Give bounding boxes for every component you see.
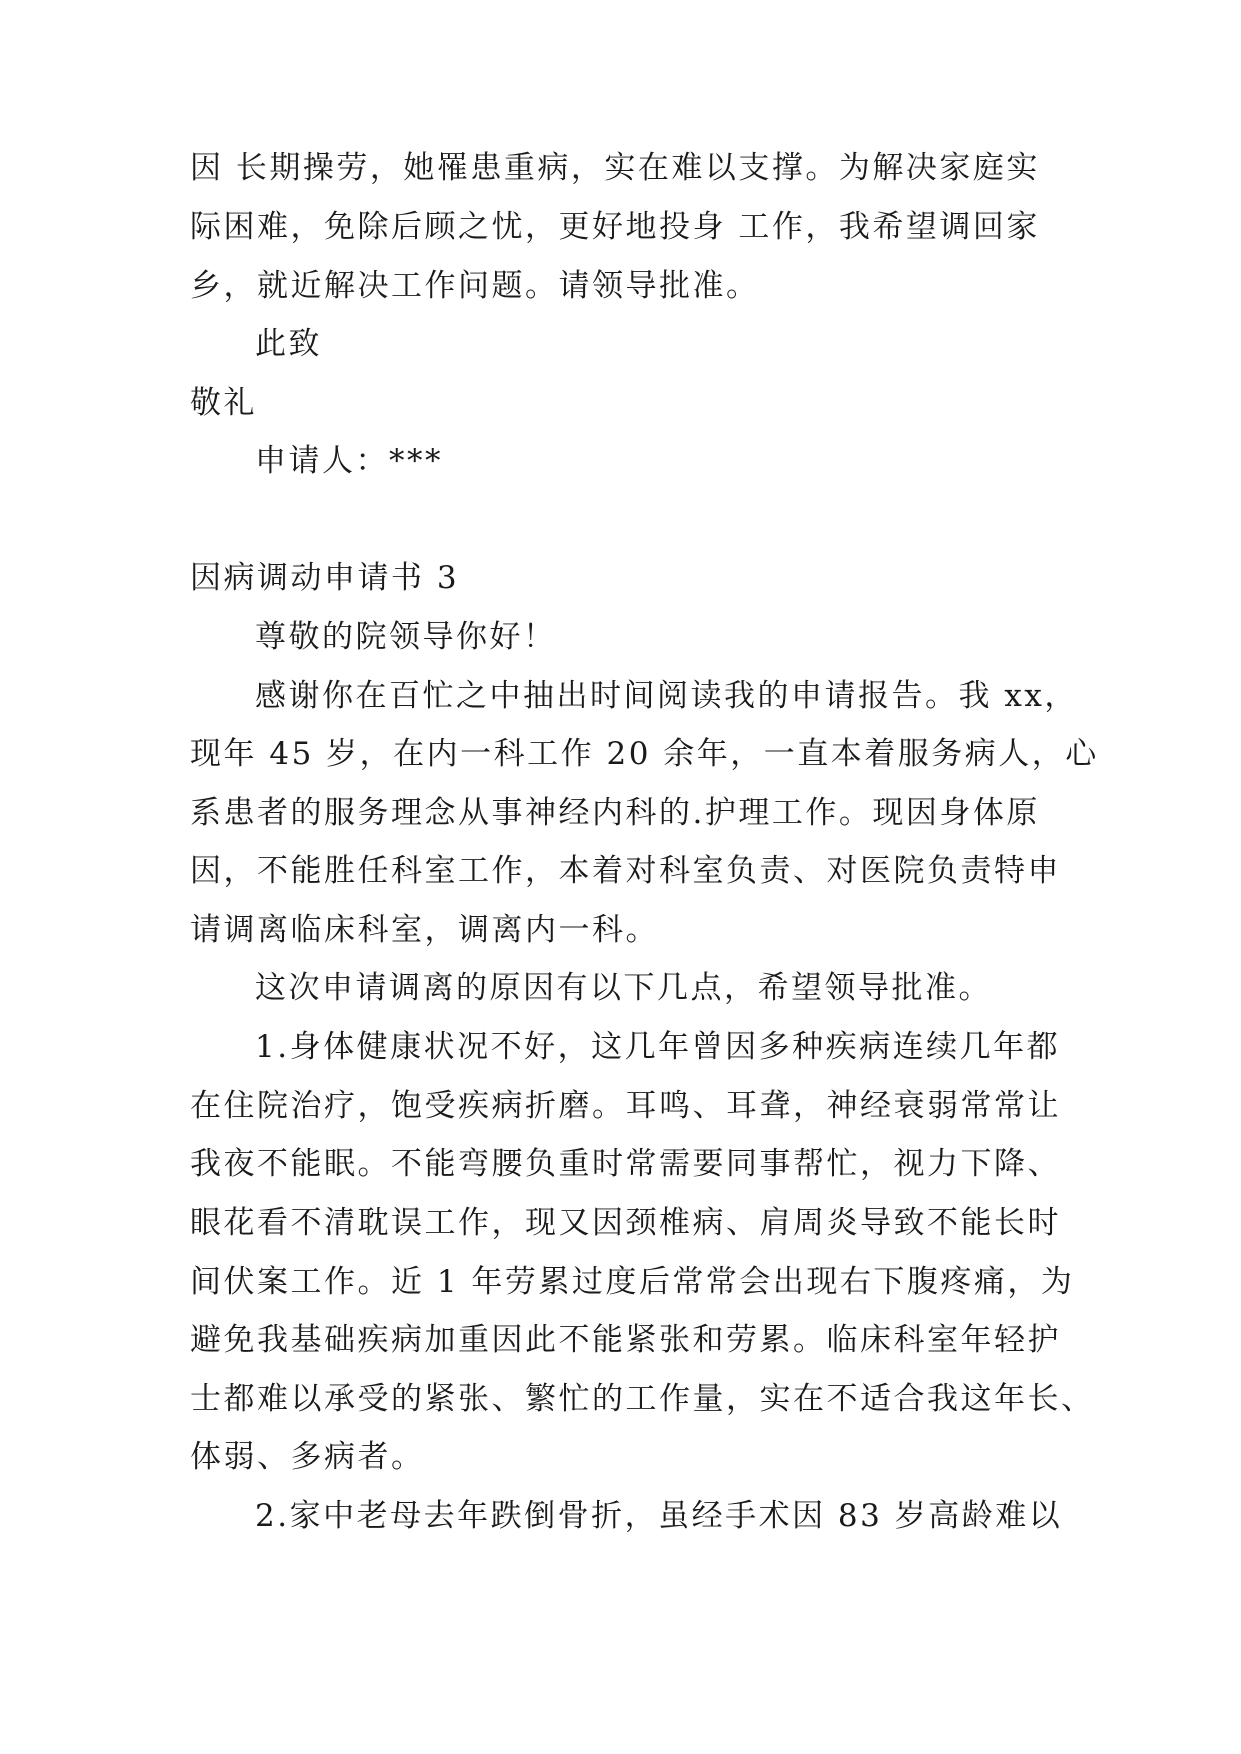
text-line: 避免我基础疾病加重因此不能紧张和劳累。临床科室年轻护 bbox=[190, 1322, 1061, 1358]
closing-salutation: 此致 bbox=[255, 326, 322, 362]
text-line: 请调离临床科室，调离内一科。 bbox=[190, 912, 659, 948]
greeting: 尊敬的院领导你好！ bbox=[255, 619, 557, 655]
text-line: 2.家中老母去年跌倒骨折，虽经手术因 83 岁高龄难以 bbox=[255, 1498, 1063, 1534]
text-line: 在住院治疗，饱受疾病折磨。耳鸣、耳聋，神经衰弱常常让 bbox=[190, 1088, 1061, 1124]
text-line: 1.身体健康状况不好，这几年曾因多种疾病连续几年都 bbox=[255, 1029, 1061, 1065]
closing-regards: 敬礼 bbox=[190, 385, 257, 421]
text-line: 系患者的服务理念从事神经内科的.护理工作。现因身体原 bbox=[190, 795, 1040, 831]
text-line: 际困难，免除后顾之忧，更好地投身 工作，我希望调回家 bbox=[190, 209, 1040, 245]
text-line: 间伏案工作。近 1 年劳累过度后常常会出现右下腹疼痛，为 bbox=[190, 1264, 1075, 1300]
section-title: 因病调动申请书 3 bbox=[190, 560, 460, 596]
text-line: 乡，就近解决工作问题。请领导批准。 bbox=[190, 268, 760, 304]
text-line: 现年 45 岁，在内一科工作 20 余年，一直本着服务病人，心 bbox=[190, 736, 1099, 772]
applicant-signature: 申请人：*** bbox=[255, 443, 443, 479]
text-line: 因，不能胜任科室工作，本着对科室负责、对医院负责特申 bbox=[190, 853, 1061, 889]
text-line: 体弱、多病者。 bbox=[190, 1439, 425, 1475]
text-line: 这次申请调离的原因有以下几点，希望领导批准。 bbox=[255, 970, 992, 1006]
text-line: 感谢你在百忙之中抽出时间阅读我的申请报告。我 xx， bbox=[255, 678, 1078, 714]
text-line: 我夜不能眠。不能弯腰负重时常需要同事帮忙，视力下降、 bbox=[190, 1146, 1061, 1182]
text-line: 眼花看不清耽误工作，现又因颈椎病、肩周炎导致不能长时 bbox=[190, 1205, 1061, 1241]
text-line: 因 长期操劳，她罹患重病，实在难以支撑。为解决家庭实 bbox=[190, 150, 1040, 186]
text-line: 士都难以承受的紧张、繁忙的工作量，实在不适合我这年长、 bbox=[190, 1381, 1095, 1417]
